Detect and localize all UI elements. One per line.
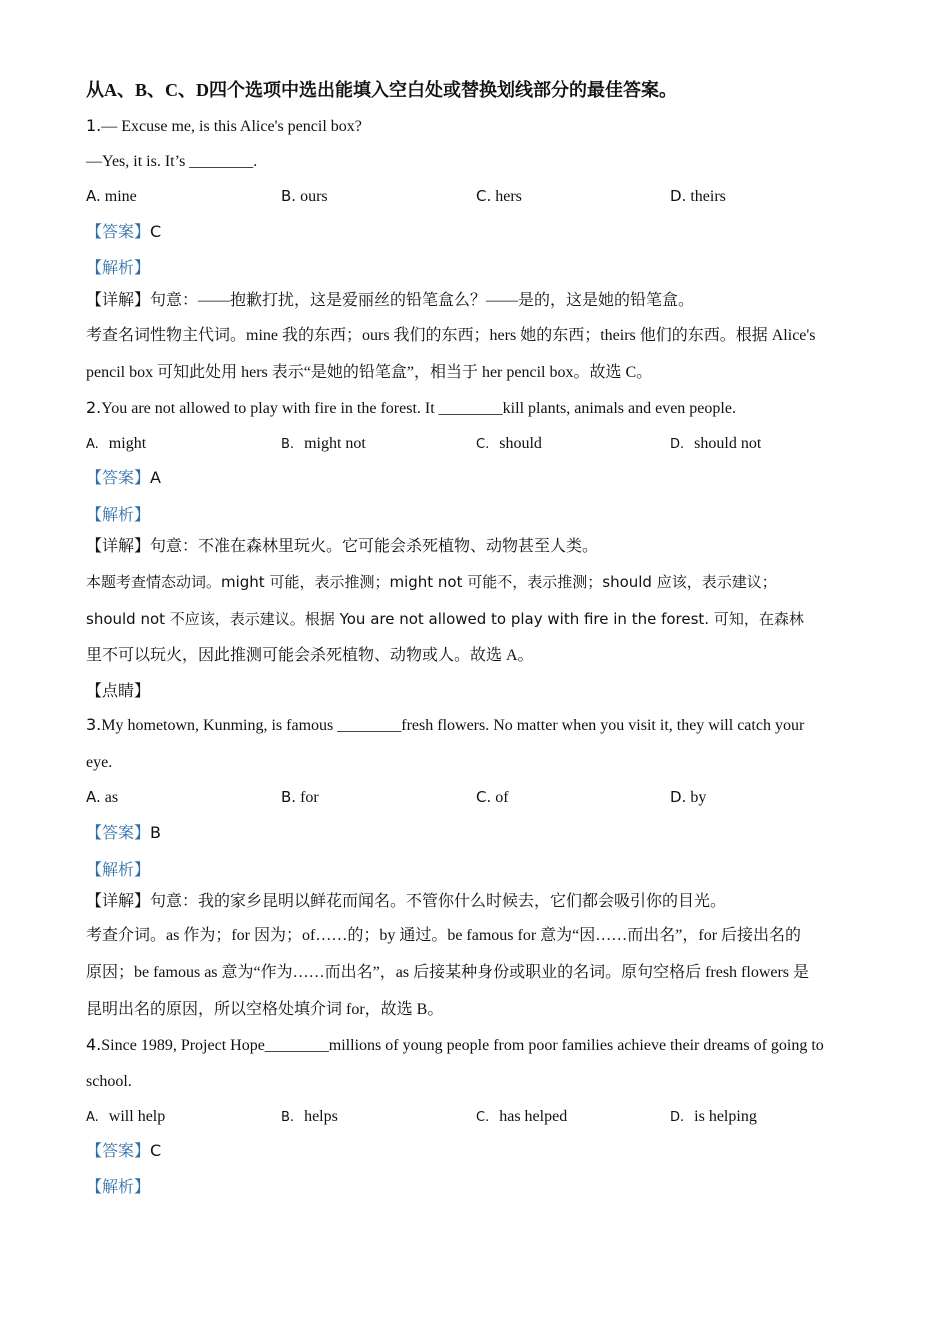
analysis-tag: 【解析】 — [86, 258, 151, 277]
question-3-stem-line-2: eye. — [86, 754, 113, 771]
option-b: B. ours — [281, 187, 328, 205]
detail-line: pencil box 可知此处用 hers 表示“是她的铅笔盒”，相当于 her pencil box。故选 C。 — [86, 364, 653, 381]
question-2-stem: 2.You are not allowed to play with fire in the forest. It ________kill plants, animals and even people. — [86, 398, 736, 417]
question-1-stem-line-2: —Yes, it is. It’s ________. — [86, 153, 258, 170]
detail-line: 【详解】句意：——抱歉打扰，这是爱丽丝的铅笔盒么？——是的，这是她的铅笔盒。 — [86, 292, 695, 309]
question-1-stem: 1.— Excuse me, is this Alice's pencil box? — [86, 116, 362, 135]
answer-line: 【答案】C — [86, 1141, 162, 1160]
option-b: B. helps — [281, 1108, 338, 1125]
option-a: A. mine — [86, 187, 137, 205]
analysis-tag: 【解析】 — [86, 860, 151, 879]
detail-line: 【详解】句意：不准在森林里玩火。它可能会杀死植物、动物甚至人类。 — [86, 538, 599, 555]
option-d: D. theirs — [670, 187, 726, 205]
analysis-tag: 【解析】 — [86, 505, 151, 524]
option-c: C. has helped — [476, 1108, 568, 1125]
detail-line: 【详解】句意：我的家乡昆明以鲜花而闻名。不管你什么时候去，它们都会吸引你的目光。 — [86, 893, 727, 910]
option-b: B. might not — [281, 435, 366, 452]
option-a: A. might — [86, 435, 147, 452]
detail-line: 本题考查情态动词。might 可能，表示推测；might not 可能不，表示推测；should 应该，表示建议； — [86, 573, 777, 591]
option-d: D. by — [670, 788, 707, 806]
question-3-stem: 3.My hometown, Kunming, is famous ________fresh flowers. No matter when you visit it, they will catch your — [86, 715, 805, 734]
detail-line: 考查名词性物主代词。mine 我的东西；ours 我们的东西；hers 她的东西；theirs 他们的东西。根据 Alice's — [86, 327, 816, 344]
detail-line: 原因；be famous as 意为“作为……而出名”，as 后接某种身份或职业的名词。原句空格后 fresh flowers 是 — [86, 964, 810, 981]
answer-line: 【答案】C — [86, 222, 162, 241]
option-d: D. should not — [670, 435, 762, 452]
detail-line: should not 不应该，表示建议。根据 You are not allowed to play with fire in the forest. 可知，在森林 — [86, 610, 804, 628]
question-4-stem-line-2: school. — [86, 1073, 132, 1090]
question-4-stem: 4.Since 1989, Project Hope________millions of young people from poor families achieve their dreams of going to — [86, 1035, 824, 1054]
option-c: C. should — [476, 435, 542, 452]
analysis-tag: 【解析】 — [86, 1177, 151, 1196]
option-d: D. is helping — [670, 1108, 757, 1125]
detail-line: 考查介词。as 作为；for 因为；of……的；by 通过。be famous for 意为“因……而出名”，for 后接出名的 — [86, 927, 802, 944]
option-b: B. for — [281, 788, 319, 806]
option-c: C. of — [476, 788, 509, 806]
tip-tag: 【点睛】 — [86, 683, 151, 700]
option-a: A. as — [86, 788, 119, 806]
answer-line: 【答案】B — [86, 823, 161, 842]
option-c: C. hers — [476, 187, 522, 205]
detail-line: 昆明出名的原因，所以空格处填介词 for，故选 B。 — [86, 1001, 444, 1018]
question-number: 1. — [86, 116, 102, 135]
detail-line: 里不可以玩火，因此推测可能会杀死植物、动物或人。故选 A。 — [86, 647, 534, 664]
section-title: 从A、B、C、D四个选项中选出能填入空白处或替换划线部分的最佳答案。 — [86, 80, 677, 100]
option-a: A. will help — [86, 1108, 166, 1125]
answer-line: 【答案】A — [86, 468, 161, 487]
